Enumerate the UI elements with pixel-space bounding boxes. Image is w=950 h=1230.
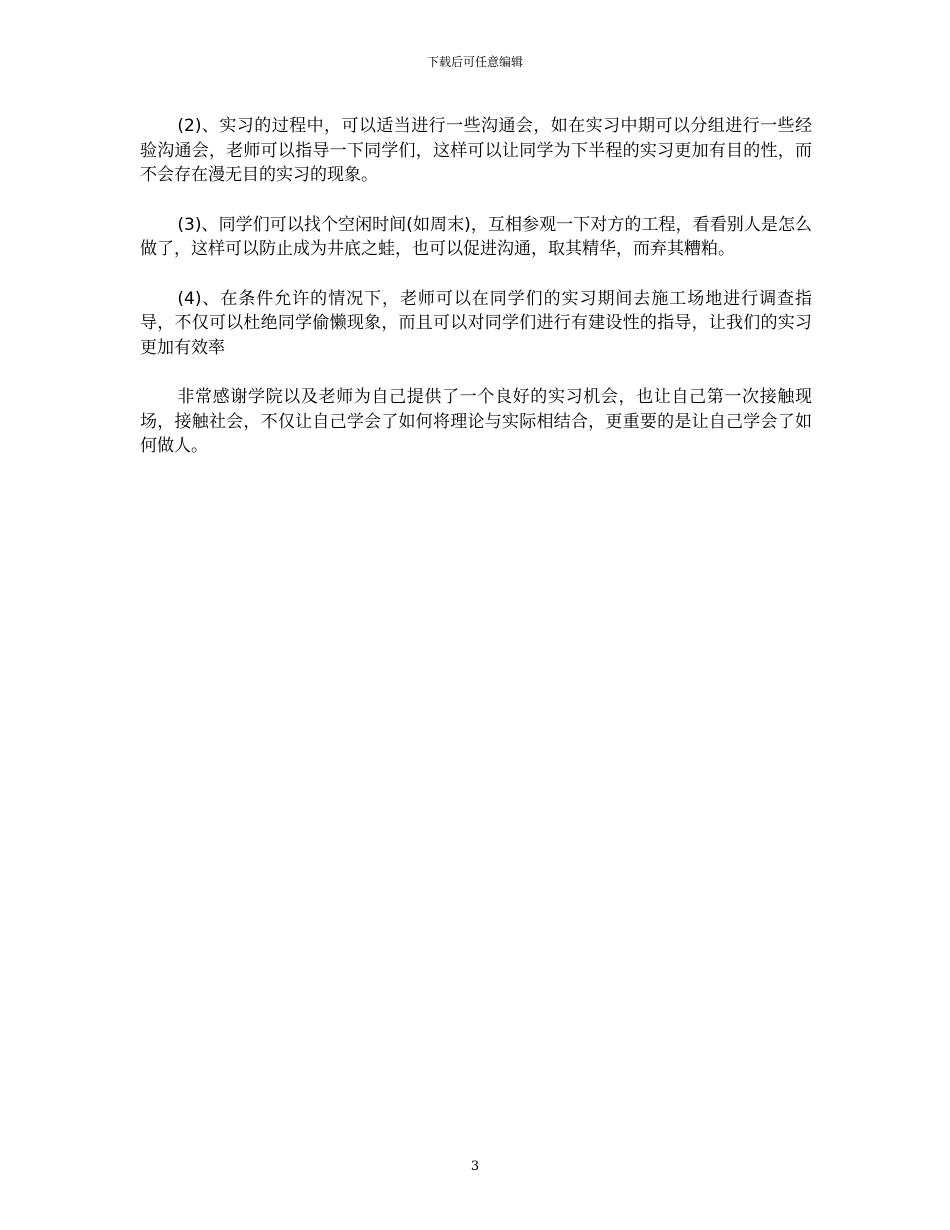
document-body [140,114,812,484]
paragraph-suggestion-3: (3)、同学们可以找个空闲时间(如周末)，互相参观一下对方的工程，看看别人是怎么做了，这样可以防止成为井底之蛙，也可以促进沟通，取其精华，而弃其糟粕。 [140,214,812,259]
page-number: 3 [470,1159,480,1174]
paragraph-suggestion-4: (4)、在条件允许的情况下，老师可以在同学们的实习期间去施工场地进行调查指导，不仅可以杜绝同学偷懒现象，而且可以对同学们进行有建设性的指导，让我们的实习更加有效率 [140,288,812,358]
paragraph-thanks: 非常感谢学院以及老师为自己提供了一个良好的实习机会，也让自己第一次接触现场，接触社会，不仅让自己学会了如何将理论与实际相结合，更重要的是让自己学会了如何做人。 [140,387,812,456]
paragraph-suggestion-2: (2)、实习的过程中，可以适当进行一些沟通会，如在实习中期可以分组进行一些经验沟通会，老师可以指导一下同学们，这样可以让同学为下半程的实习更加有目的性，而不会存在漫无目的实习的现象。 [140,116,812,185]
page-header: 下载后可任意编辑 [426,55,523,69]
